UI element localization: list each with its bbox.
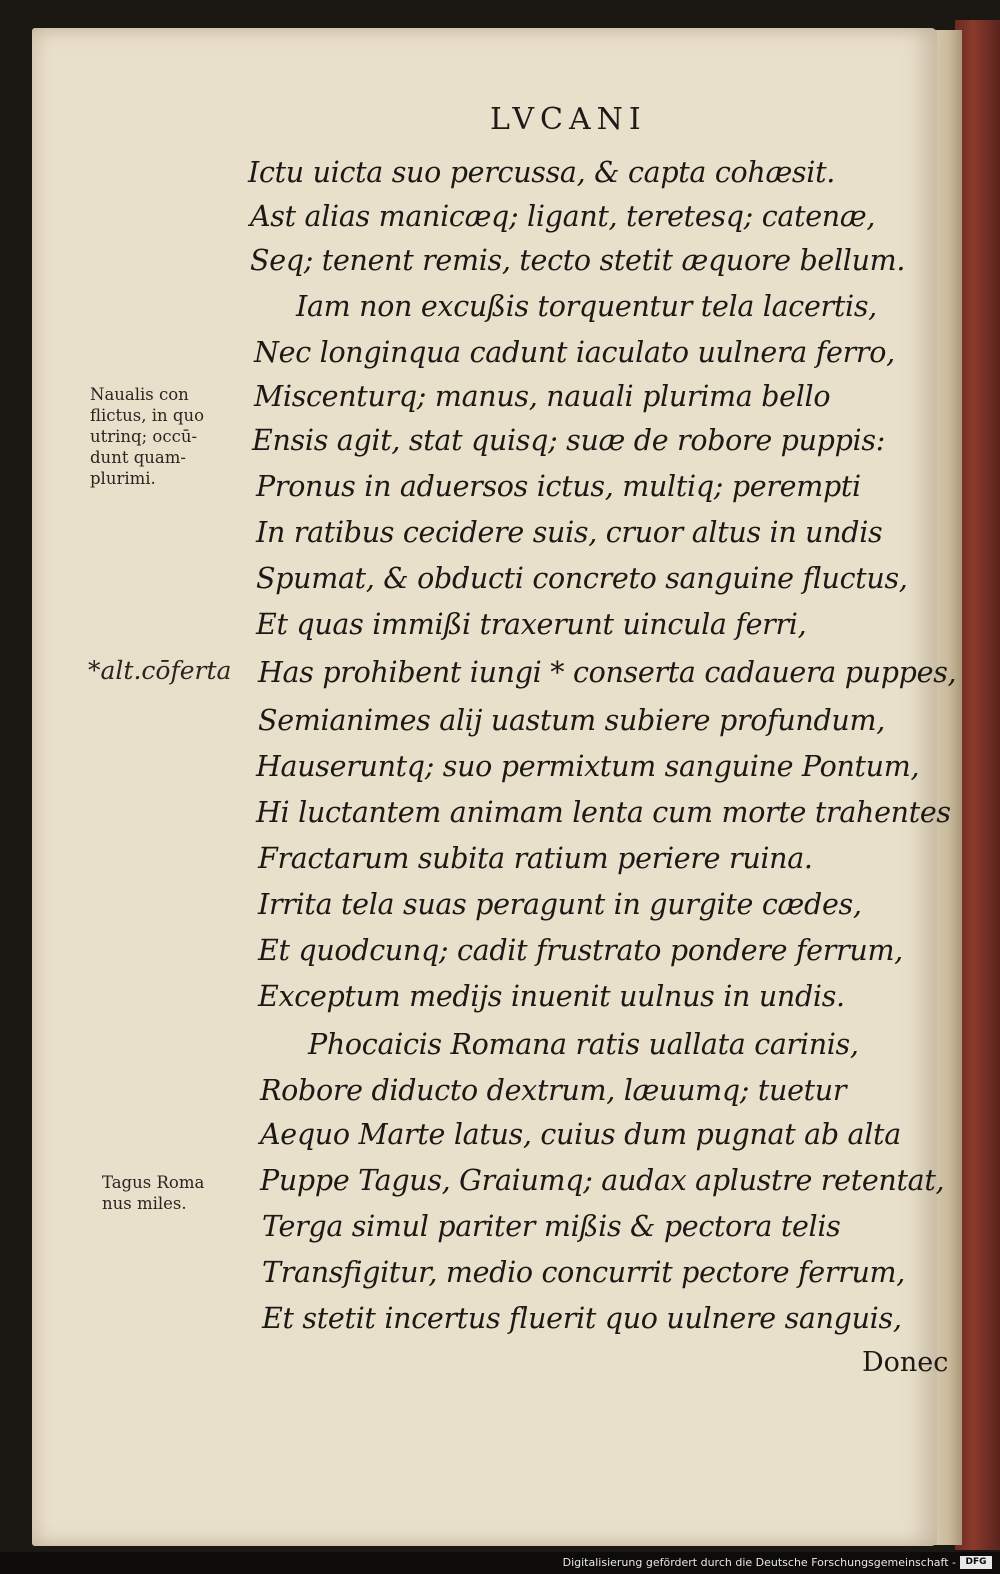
verse-line: Hi luctantem animam lenta cum morte trahentes (256, 796, 951, 829)
verse-line: Transfigitur, medio concurrit pectore ferrum, (262, 1256, 906, 1289)
catchword: Donec (862, 1347, 949, 1378)
digitization-credit: Digitalisierung gefördert durch die Deutsche Forschungsgemeinschaft - (562, 1556, 956, 1569)
verse-line: Fractarum subita ratium periere ruina. (258, 842, 813, 875)
verse-line: Miscenturq; manus, nauali plurima bello (254, 380, 831, 413)
verse-line: Et stetit incertus fluerit quo uulnere sanguis, (262, 1302, 902, 1335)
margin-gloss-tagus: Tagus Roma nus miles. (102, 1173, 205, 1213)
verse-line: Iam non excußis torquentur tela lacertis, (296, 290, 877, 323)
dfg-logo: DFG (960, 1556, 992, 1569)
verse-line: Puppe Tagus, Graiumq; audax aplustre retentat, (260, 1164, 945, 1197)
verse-line: Ast alias manicæq; ligant, teretesq; catenæ, (250, 200, 876, 233)
verse-line: Et quodcunq; cadit frustrato pondere ferrum, (258, 934, 903, 967)
verse-line: In ratibus cecidere suis, cruor altus in undis (256, 516, 883, 549)
verse-line: Hauseruntq; suo permixtum sanguine Pontum, (256, 750, 920, 783)
verse-line: Irrita tela suas peragunt in gurgite cædes, (258, 888, 862, 921)
verse-line: Nec longinqua cadunt iaculato uulnera ferro, (254, 336, 895, 369)
verse-line: Pronus in aduersos ictus, multiq; perempti (256, 470, 861, 503)
verse-line: Spumat, & obducti concreto sanguine fluctus, (256, 562, 908, 595)
verse-line: Ensis agit, stat quisq; suæ de robore puppis: (252, 424, 885, 457)
verse-line: Has prohibent iungi * conserta cadauera puppes, (258, 656, 957, 689)
verse-line: Semianimes alij uastum subiere profundum, (258, 704, 885, 737)
verse-line: Phocaicis Romana ratis uallata carinis, (308, 1028, 859, 1061)
running-head: LVCANI (490, 102, 647, 137)
verse-line: Robore diducto dextrum, læuumq; tuetur (260, 1074, 847, 1107)
verse-line: Ictu uicta suo percussa, & capta cohæsit. (248, 156, 835, 189)
margin-gloss-variant: *alt.cōferta (88, 656, 232, 685)
verse-line: Et quas immißi traxerunt uincula ferri, (256, 608, 807, 641)
verse-line: Terga simul pariter mißis & pectora telis (262, 1210, 841, 1243)
verse-line: Exceptum medijs inuenit uulnus in undis. (258, 980, 845, 1013)
margin-gloss-naualis: Naualis con flictus, in quo utrinq; occū- dunt quam- plurimi. (90, 385, 205, 488)
verse-line: Seq; tenent remis, tecto stetit æquore bellum. (250, 244, 906, 277)
verse-line: Aequo Marte latus, cuius dum pugnat ab alta (260, 1118, 901, 1151)
